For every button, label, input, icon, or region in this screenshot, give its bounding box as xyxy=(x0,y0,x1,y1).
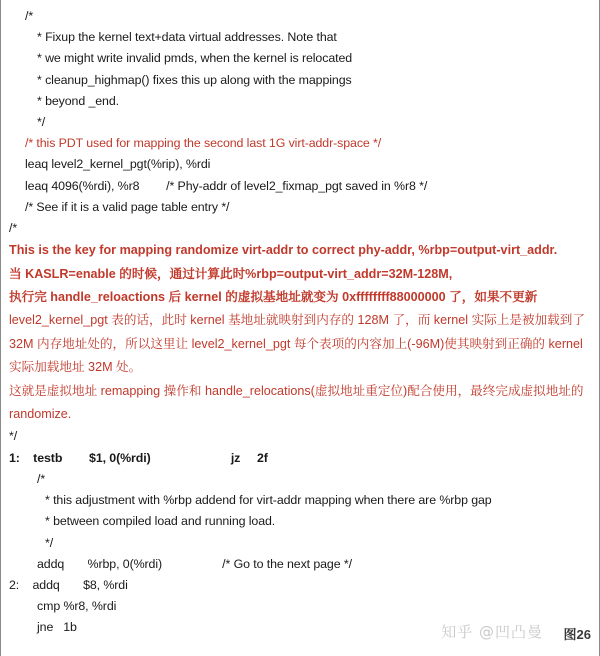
code-line: cmp %r8, %rdi xyxy=(37,599,117,614)
code-line-label-1: 1: testb $1, 0(%rdi) jz 2f xyxy=(9,450,268,465)
code-line: * we might write invalid pmds, when the kernel is relocated xyxy=(37,51,353,66)
comment-block-close: */ xyxy=(9,429,18,444)
comment-block-open: /* xyxy=(9,221,18,236)
annotation-line: 这就是虚拟地址 remapping 操作和 handle_relocations(虚拟地址重定位)配合使用，最终完成虚拟地址的 randomize. xyxy=(9,383,584,422)
code-line: /* xyxy=(25,9,34,23)
code-line: */ xyxy=(37,115,46,130)
annotation-line: 当 KASLR=enable 的时候，通过计算此时%rbp=output-virt_addr=32M-128M, xyxy=(9,266,453,281)
annotation-line: 执行完 handle_reloactions 后 kernel 的虚拟基地址就变为 0xffffffff88000000 了，如果不更新 xyxy=(9,290,538,305)
code-line: /* See if it is a valid page table entry */ xyxy=(25,199,230,214)
code-line: leaq 4096(%rdi), %r8 /* Phy-addr of level2_fixmap_pgt saved in %r8 */ xyxy=(25,178,428,193)
annotation-line: This is the key for mapping randomize virt-addr to correct phy-addr, %rbp=output-virt_addr. xyxy=(9,243,558,258)
figure-caption: 图26 xyxy=(563,627,591,642)
code-line: jne 1b xyxy=(37,620,77,635)
code-line: * beyond _end. xyxy=(37,93,119,108)
code-line: * between compiled load and running load. xyxy=(45,514,276,529)
annotation-line: level2_kernel_pgt 表的话，此时 kernel 基地址就映射到内存的 128M 了，而 kernel 实际上是被加载到了 32M 内存地址处的，所以这里让 level2_kernel_pgt 每个表项的内容加上(-96M)使其映射到正确的 kernel 实际加载地址 32M 处。 xyxy=(9,313,585,375)
code-listing xyxy=(1,0,599,639)
code-line: /* xyxy=(37,471,46,486)
code-line: */ xyxy=(45,535,54,550)
code-line: * Fixup the kernel text+data virtual addresses. Note that xyxy=(37,30,337,45)
code-line: addq %rbp, 0(%rdi) /* Go to the next page */ xyxy=(37,556,352,571)
code-line-label-2: 2: addq $8, %rdi xyxy=(9,577,128,592)
zhihu-watermark: 知乎 @凹凸曼 xyxy=(441,623,543,641)
code-line: * this adjustment with %rbp addend for virt-addr mapping when there are %rbp gap xyxy=(45,493,492,508)
code-line: * cleanup_highmap() fixes this up along with the mappings xyxy=(37,72,352,87)
code-line: leaq level2_kernel_pgt(%rip), %rdi xyxy=(25,157,211,172)
code-line-comment-red: /* this PDT used for mapping the second last 1G virt-addr-space */ xyxy=(25,136,382,151)
